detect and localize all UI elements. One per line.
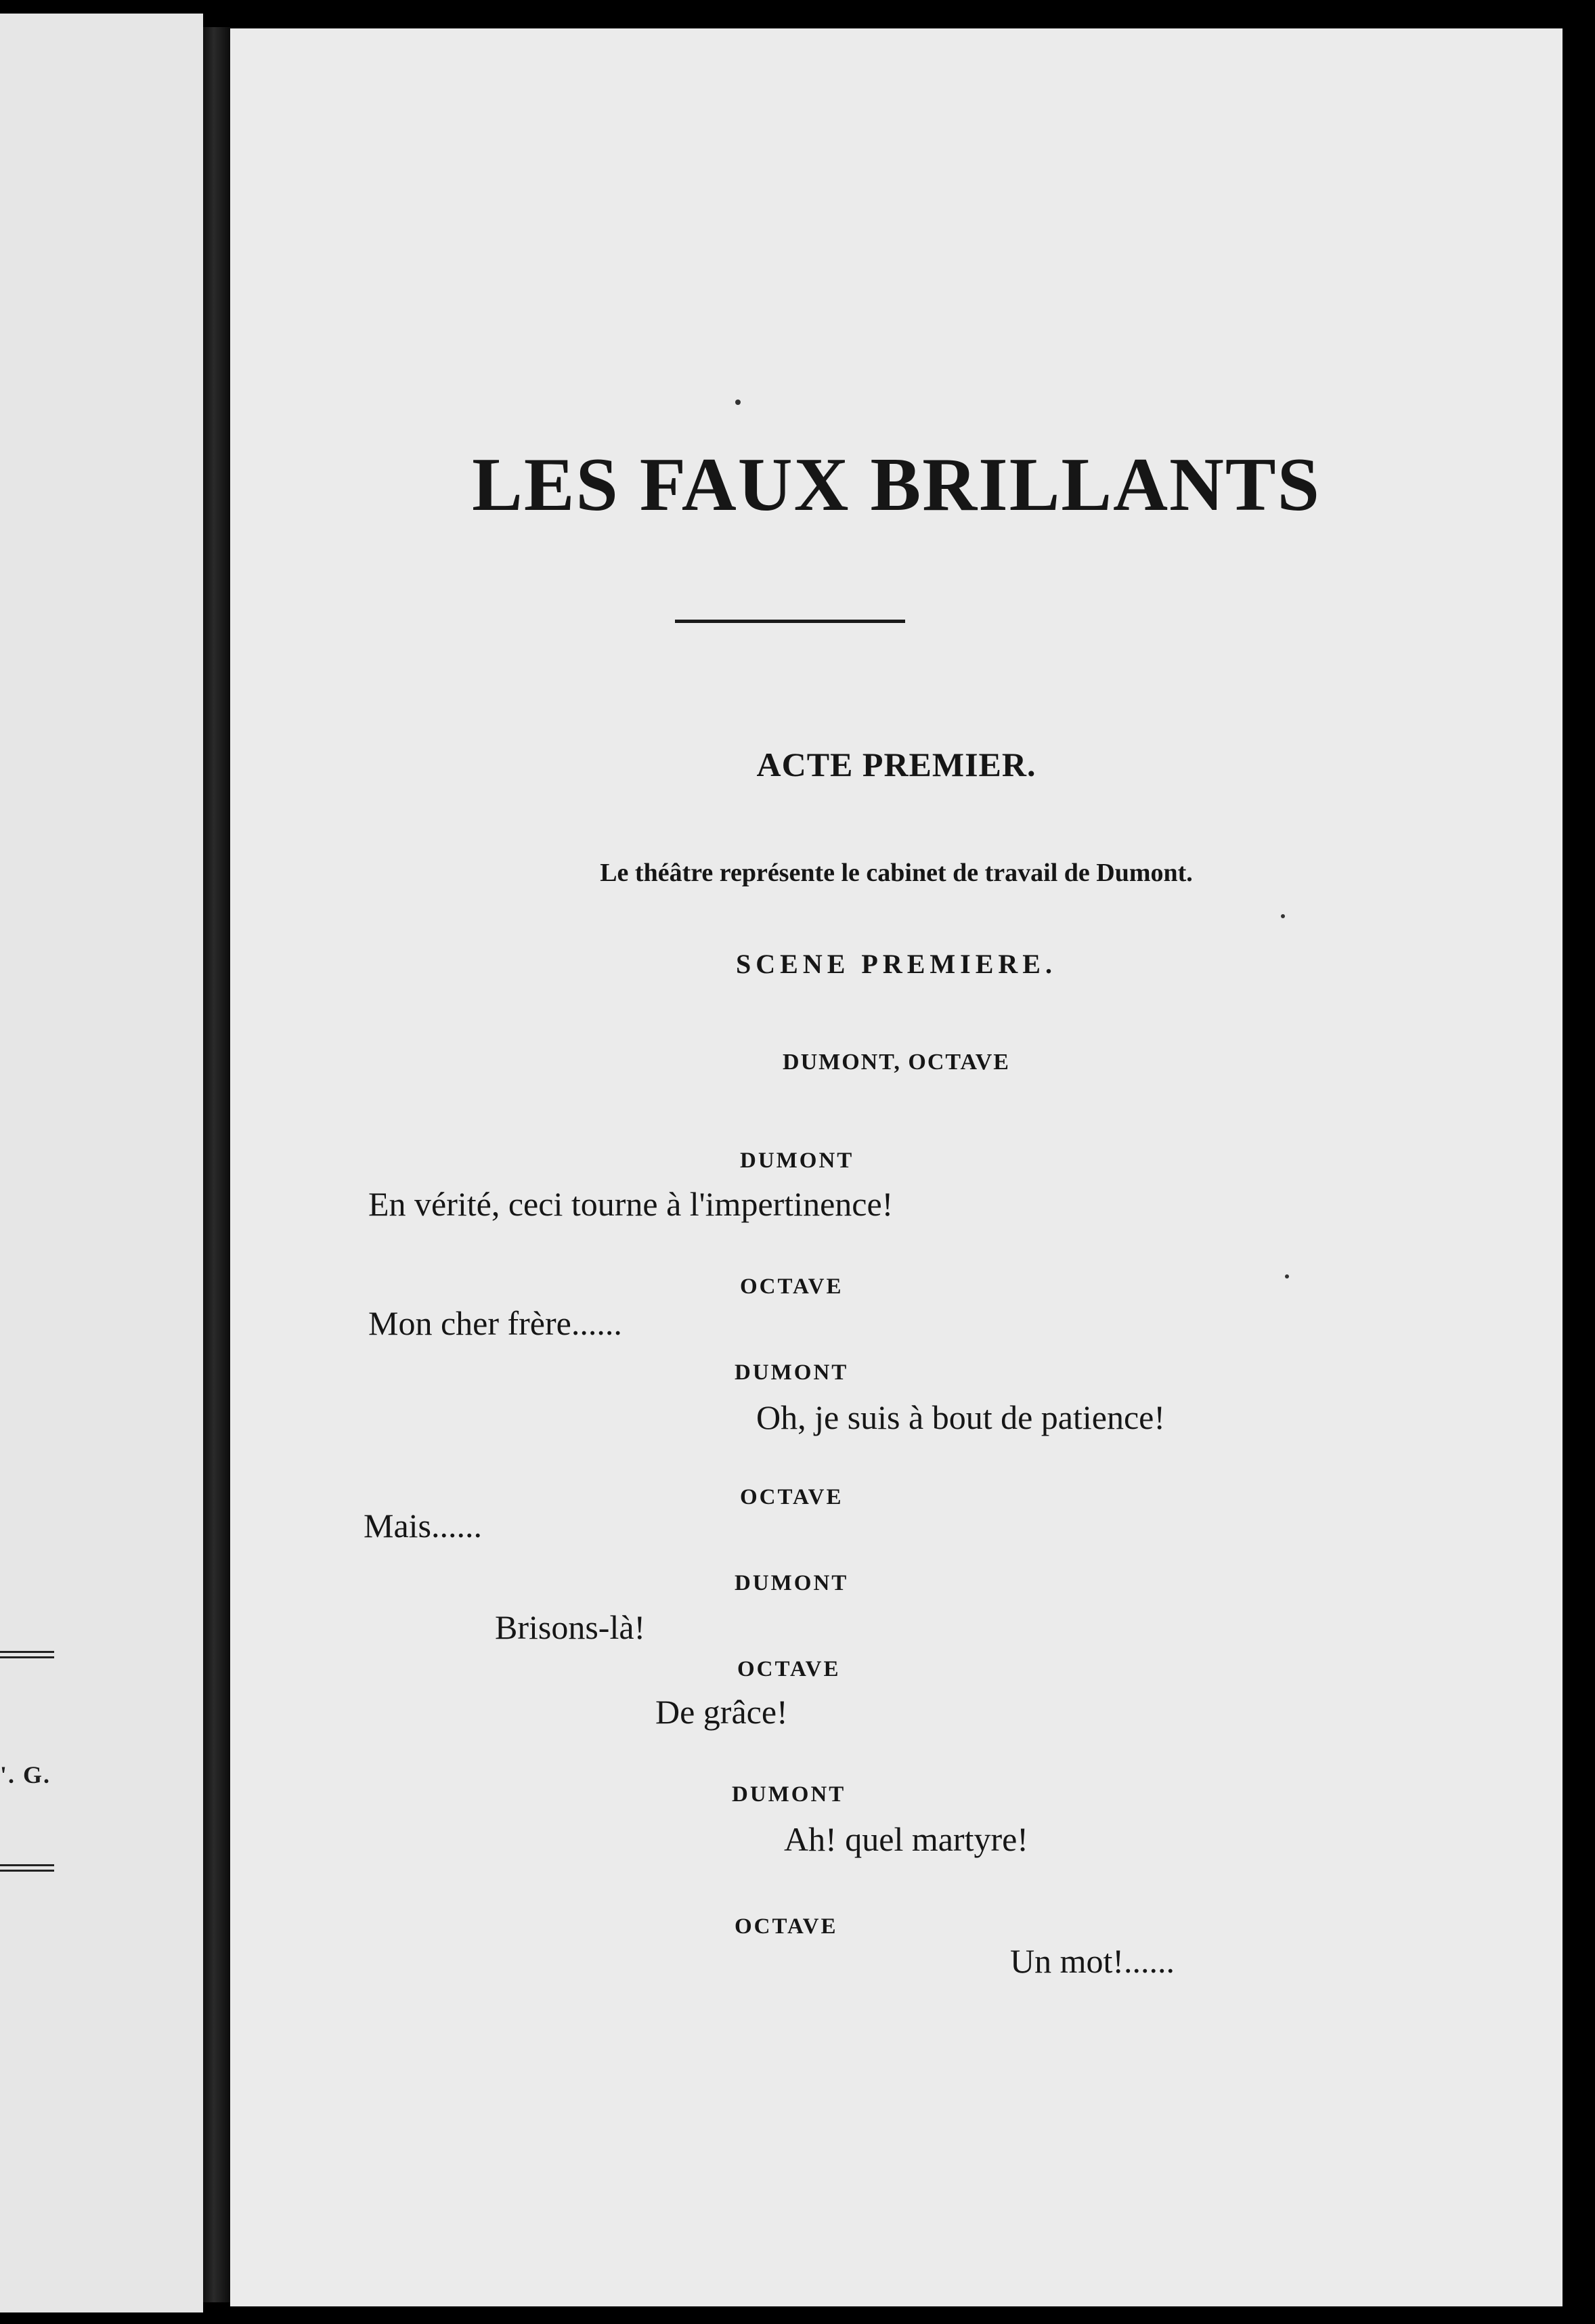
- dialogue-line: Mon cher frère......: [368, 1304, 622, 1342]
- act-heading: ACTE PREMIER.: [756, 746, 1036, 783]
- speaker-name: OCTAVE: [737, 1657, 841, 1681]
- left-page-fragment: [0, 14, 203, 2312]
- speck: [735, 400, 741, 405]
- dialogue-line: Mais......: [364, 1507, 482, 1545]
- title-rule: [675, 620, 905, 623]
- characters-list: DUMONT, OCTAVE: [783, 1050, 1010, 1075]
- left-page-rule: [0, 1870, 54, 1872]
- play-title: LES FAUX BRILLANTS: [472, 443, 1321, 527]
- speaker-name: DUMONT: [732, 1782, 846, 1807]
- binding-gutter: [203, 27, 230, 2302]
- speaker-name: DUMONT: [735, 1360, 849, 1385]
- dialogue-line: Oh, je suis à bout de patience!: [756, 1398, 1165, 1436]
- dialogue-line: Un mot!......: [1010, 1942, 1175, 1980]
- left-page-rule: [0, 1656, 54, 1658]
- speaker-name: DUMONT: [735, 1571, 849, 1595]
- speaker-name: DUMONT: [740, 1148, 854, 1173]
- left-page-rule: [0, 1864, 54, 1866]
- dialogue-line: En vérité, ceci tourne à l'impertinence!: [368, 1185, 894, 1223]
- speaker-name: OCTAVE: [740, 1485, 844, 1509]
- speaker-name: OCTAVE: [740, 1274, 844, 1299]
- stage-setting: Le théâtre représente le cabinet de travail de Dumont.: [600, 859, 1193, 887]
- left-page-rule: [0, 1651, 54, 1653]
- speck: [1285, 1274, 1289, 1278]
- right-page: [230, 28, 1563, 2306]
- scene-heading: SCENE PREMIERE.: [736, 949, 1057, 979]
- speck: [1281, 914, 1285, 918]
- left-page-text-fragment: '. G.: [0, 1761, 51, 1788]
- speaker-name: OCTAVE: [735, 1914, 838, 1939]
- dialogue-line: Brisons-là!: [495, 1608, 646, 1646]
- dialogue-line: De grâce!: [655, 1693, 788, 1731]
- dialogue-line: Ah! quel martyre!: [784, 1820, 1028, 1858]
